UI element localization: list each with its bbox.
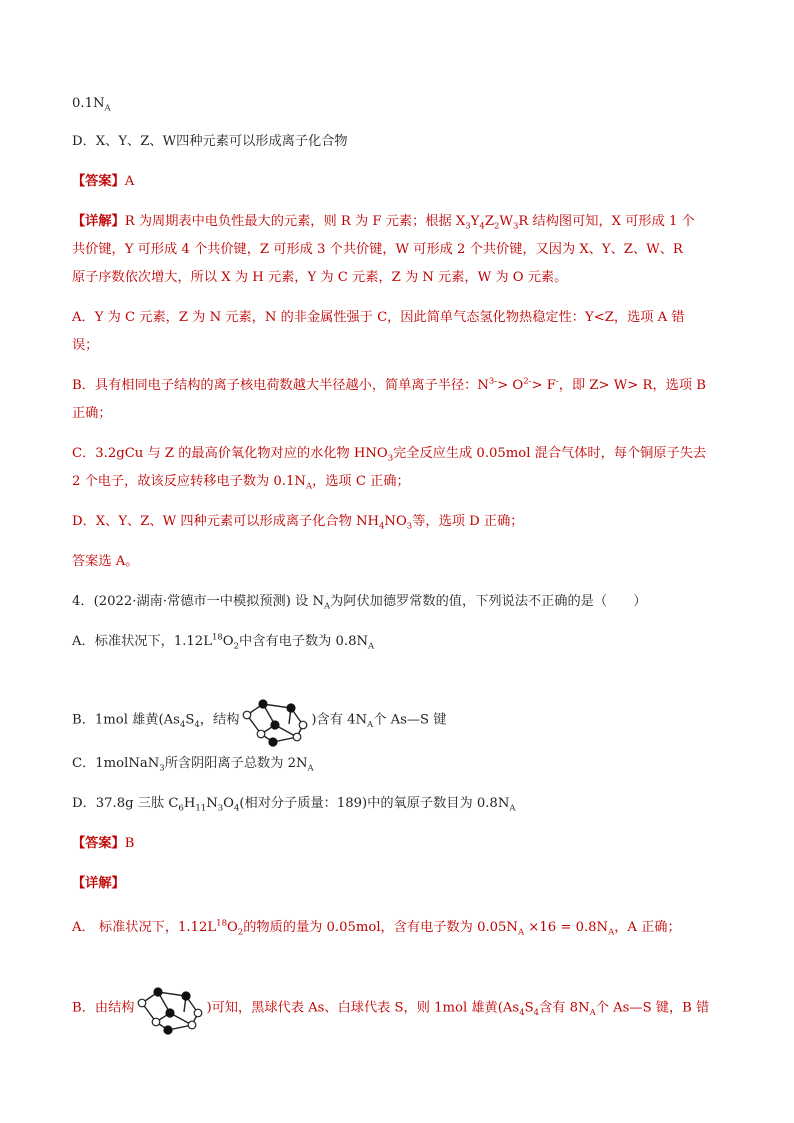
- detail-1-line-1: 【详解】R 为周期表中电负性最大的元素，则 R 为 F 元素；根据 $X_3Y_4Z_2W_3R$ 结构图可知，X 可形成 1 个: [72, 214, 695, 232]
- as4s4-structure-diagram: [239, 692, 311, 748]
- prev-option-cont: $0.1N_A$: [72, 96, 111, 114]
- detail-1-option-b-line-2: 正确；: [72, 406, 112, 421]
- question-4-option-c: C．1molNaN$_3$所含阴阳离子总数为 $2N_A$: [72, 756, 314, 774]
- answer-1: 【答案】A: [72, 174, 135, 189]
- detail-1-option-a-line-2: 误；: [72, 338, 99, 353]
- detail-1-conclusion: 答案选 A。: [72, 554, 139, 569]
- detail-1-option-b-line-1: B．具有相同电子结构的离子核电荷数越大半径越小，简单离子半径：$N^{3-}> O^{2-}> F^-$，即 Z> W> R，选项 B: [72, 376, 706, 393]
- detail-1-option-c-line-1: C．3.2gCu 与 Z 的最高价氧化物对应的水化物 $HNO_3$完全反应生成 0.05mol 混合气体时，每个铜原子失去: [72, 446, 707, 464]
- detail-2-option-a: A． 标准状况下，$1.12L^{18}O_2$的物质的量为 0.05mol，含有电子数为 $0.05N_A \times 16 = 0.8N_A$，A 正确；: [72, 918, 681, 938]
- prev-option-d: D．X、Y、Z、W四种元素可以形成离子化合物: [72, 134, 348, 149]
- question-4-option-d: D．37.8g 三肽 $C_6H_{11}N_3O_4$(相对分子质量：189)中的氧原子数目为 $0.8N_A$: [72, 796, 516, 814]
- detail-1-option-a-line-1: A．Y 为 C 元素，Z 为 N 元素，N 的非金属性强于 C，因此简单气态氢化物热稳定性：Y<Z，选项 A 错: [72, 310, 685, 325]
- question-4-stem: 4．(2022·湖南·常德市一中模拟预测) 设 $N_A$为阿伏加德罗常数的值，下列说法不正确的是（ ）: [72, 594, 647, 612]
- detail-2-label: 【详解】: [72, 876, 125, 891]
- as4s4-structure-diagram-2: [134, 980, 206, 1036]
- question-4-option-a: A．标准状况下，$1.12L^{18}O_2$中含有电子数为 $0.8N_A$: [72, 632, 375, 652]
- detail-1-option-d: D．X、Y、Z、W 四种元素可以形成离子化合物 $NH_4NO_3$等，选项 D 正确；: [72, 514, 524, 532]
- detail-1-option-c-line-2: 2 个电子，故该反应转移电子数为 $0.1N_A$，选项 C 正确；: [72, 474, 410, 492]
- detail-1-line-2: 共价键，Y 可形成 4 个共价键，Z 可形成 3 个共价键，W 可形成 2 个共价键，又因为 X、Y、Z、W、R: [72, 242, 683, 257]
- detail-2-option-b: B．由结构 )可知，黑球代表 As、白球代表 S，则 1mol 雄黄($As_4S_4$含有 $8N_A$个 As—S 键，B 错: [72, 980, 722, 1036]
- question-4-option-b: B．1mol 雄黄($As_4S_4$，结构 )含有 $4N_A$个 As—S 键: [72, 692, 722, 748]
- detail-1-line-3: 原子序数依次增大，所以 X 为 H 元素，Y 为 C 元素，Z 为 N 元素，W 为 O 元素。: [72, 270, 568, 285]
- answer-2: 【答案】B: [72, 836, 135, 851]
